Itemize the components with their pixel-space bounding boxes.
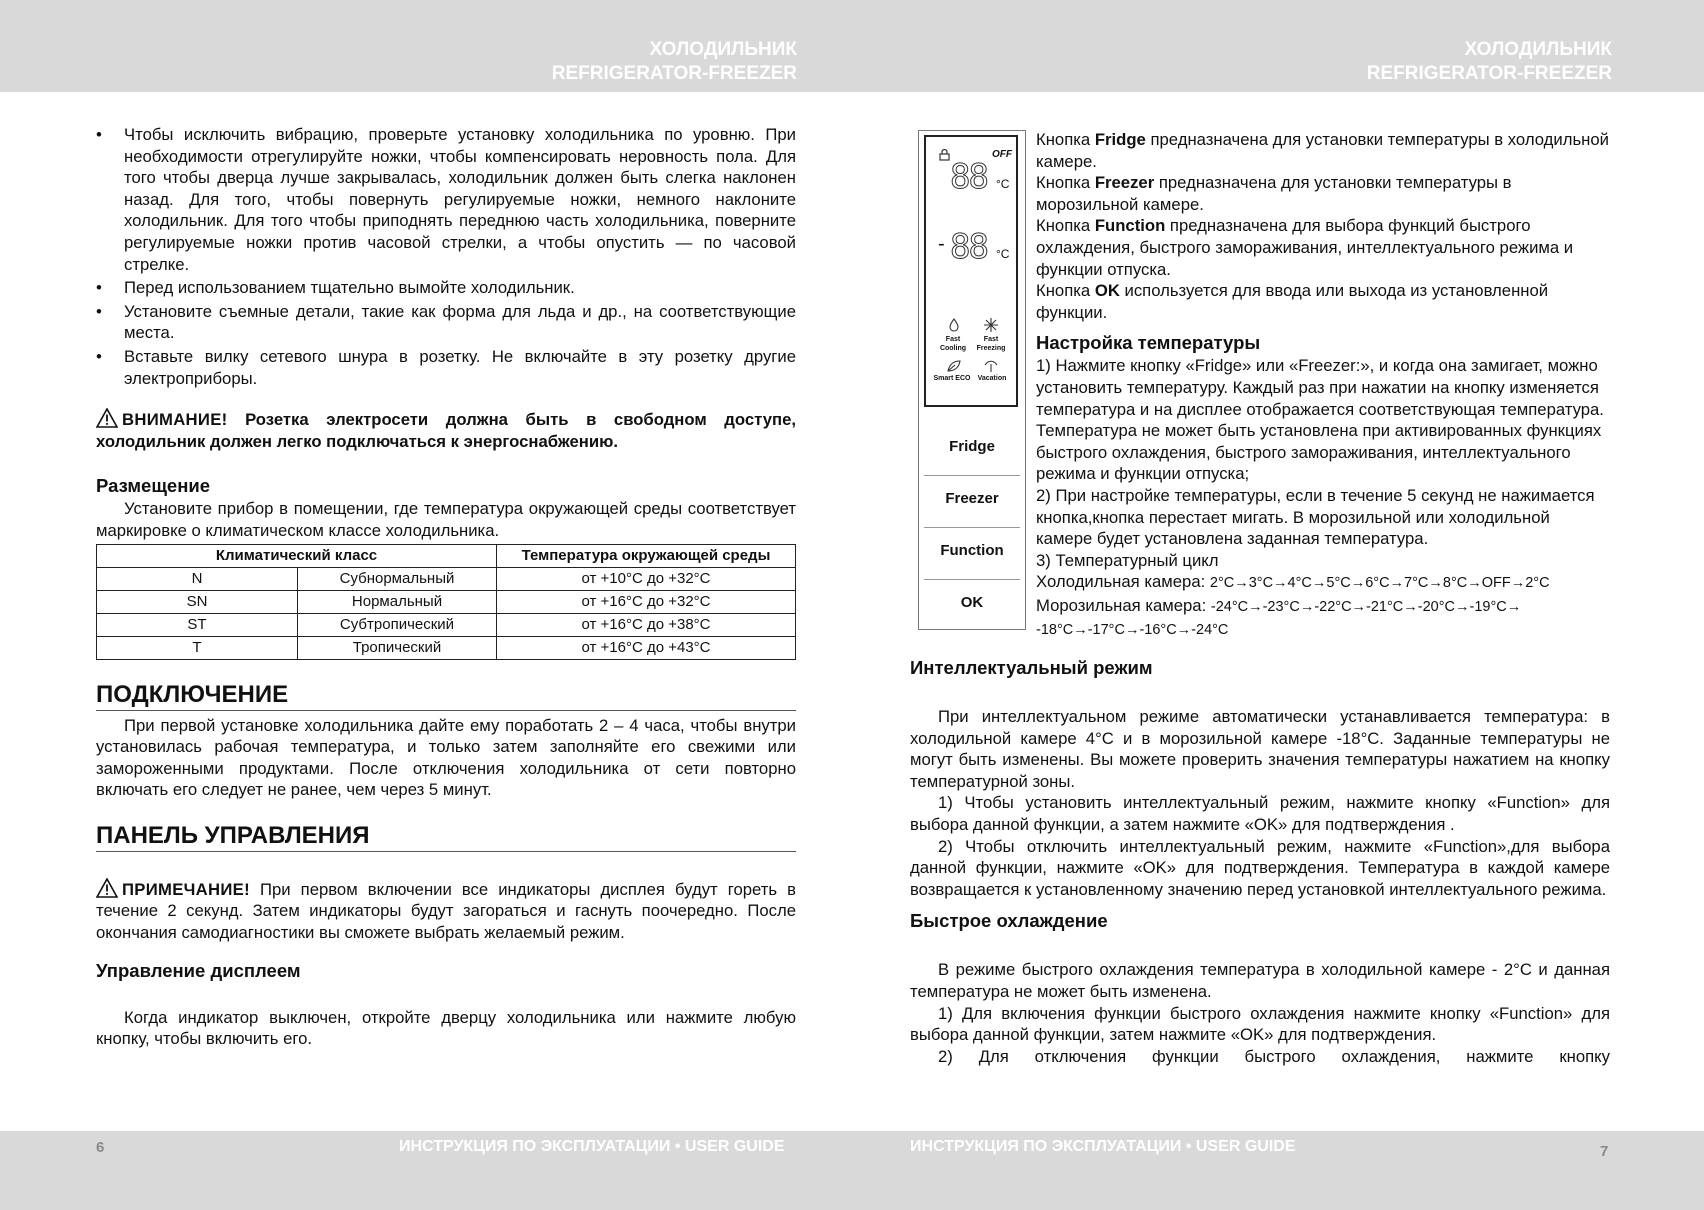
function-button-description	[1036, 215, 1610, 280]
off-indicator: OFF	[992, 149, 1012, 160]
table-row	[97, 590, 796, 613]
fast-freezing-label-line: Freezing	[976, 345, 1006, 352]
smart-eco-label: Smart ECO	[933, 375, 971, 382]
install-bullet-list	[96, 124, 796, 389]
cycle-label: Морозильная камера:	[1036, 595, 1211, 615]
placement-title: Размещение	[96, 475, 211, 497]
header-title-en: REFRIGERATOR-FREEZER	[551, 63, 797, 84]
warning-block	[96, 408, 796, 452]
header-title-ru: ХОЛОДИЛЬНИК	[1464, 39, 1612, 60]
desc-text: Кнопка	[1036, 130, 1095, 149]
temperature-step-2: 2) При настройке температуры, если в течение 5 секунд не нажимается кнопка,кнопка перестает мигать. В морозильной или холодильной камере будет установлена заданная температура.	[1036, 485, 1595, 549]
connection-title: ПОДКЛЮЧЕНИЕ	[96, 680, 796, 711]
freezer-button[interactable]: Freezer	[945, 490, 999, 507]
note-block	[96, 878, 796, 944]
fast-cooling-step-1: 1) Для включения функции быстрого охлаждения нажмите кнопку «Function» для выбора данной функции, затем нажмите «OK» для подтверждения.	[910, 1003, 1610, 1045]
fridge-cycle	[1036, 571, 1610, 595]
desc-button-name: Freezer	[1094, 173, 1155, 193]
desc-text: предназначена для установки температуры в морозильной камере.	[1036, 173, 1512, 214]
class-name: Тропический	[298, 636, 497, 659]
class-code: ST	[97, 613, 298, 636]
header-title-right	[900, 38, 1612, 86]
vacation-label: Vacation	[977, 375, 1007, 382]
fast-freezing-label	[972, 335, 1010, 353]
connection-text: При первой установке холодильника дайте ему поработать 2 – 4 часа, чтобы внутри установилась рабочая температура, и только затем заполняйте его свежими или замороженными продуктами. После отключения холодильника от сети повторно включать его следует не ранее, чем через 5 минут.	[96, 715, 796, 800]
table-row	[97, 613, 796, 636]
class-code: N	[97, 567, 298, 590]
warning-triangle-icon	[96, 408, 118, 428]
desc-text: предназначена для выбора функций быстрого охлаждения, быстрого замораживания, интеллектуального режима и функции отпуска.	[1036, 216, 1574, 279]
desc-button-name: OK	[1094, 281, 1120, 301]
control-panel-title: ПАНЕЛЬ УПРАВЛЕНИЯ	[96, 821, 796, 852]
list-item: • Чтобы исключить вибрацию, проверьте установку холодильника по уровню. При необходимости отрегулируйте ножки, чтобы компенсировать неровность пола. Для того чтобы дверца лучше закрывалась, холодильник должен быть слегка наклонен назад. Для того, чтобы повернуть регулируемые ножки, немного наклоните холодильник. Для того чтобы приподнять переднюю часть холодильника, поверните регулируемые ножки против часовой стрелки, а чтобы опустить — по часовой стрелке.	[96, 124, 796, 275]
vacation-icon	[983, 359, 999, 373]
fast-cooling-label	[934, 335, 972, 353]
fast-cooling-title: Быстрое охлаждение	[910, 910, 1108, 932]
display-control-title: Управление дисплеем	[96, 959, 301, 981]
celsius-unit: °C	[996, 177, 1010, 191]
footer-guide-left: ИНСТРУКЦИЯ ПО ЭКСПЛУАТАЦИИ • USER GUIDE	[399, 1138, 785, 1155]
footer-guide-right: ИНСТРУКЦИЯ ПО ЭКСПЛУАТАЦИИ • USER GUIDE	[910, 1138, 1296, 1155]
leaf-icon	[946, 359, 962, 373]
note-text: При первом включении все индикаторы дисплея будут гореть в течение 2 секунд. Затем индикаторы будут загораться и гаснуть поочередно. После окончания самодиагностики вы сможете выбрать желаемый режим.	[96, 879, 796, 943]
ok-button[interactable]: OK	[960, 594, 984, 611]
cycle-values: -24°C→-23°C→-22°C→-21°C→-20°C→-19°C→ -18°C→-17°C→-16°C→-24°C	[1036, 598, 1522, 639]
column-header-temperature: Температура окружающей среды	[497, 544, 796, 567]
fridge-temperature-digits: 88	[950, 157, 987, 197]
warning-label: ВНИМАНИЕ!	[122, 410, 228, 430]
fast-cooling-label-line: Cooling	[939, 345, 967, 352]
fast-freezing-label-line: Fast	[983, 336, 999, 343]
desc-text: используется для ввода или выхода из установленной функции.	[1036, 281, 1549, 322]
fast-freezing-icon	[983, 317, 999, 333]
desc-text: предназначена для установки температуры в холодильной камере.	[1036, 130, 1609, 171]
temperature-range: от +16°C до +43°C	[497, 636, 796, 659]
desc-button-name: Function	[1094, 216, 1166, 236]
fast-cooling-text: В режиме быстрого охлаждения температура в холодильной камере - 2°C и данная температура не может быть изменена.	[910, 960, 1610, 1001]
desc-text: Кнопка	[1036, 216, 1095, 236]
fast-cooling-icon	[946, 317, 962, 333]
placement-text: Установите прибор в помещении, где температура окружающей среды соответствует маркировке о климатическом классе холодильника.	[96, 499, 796, 540]
warning-text: Розетка электросети должна быть в свободном доступе, холодильник должен легко подключаться к энергоснабжению.	[96, 410, 796, 451]
warning-triangle-icon	[96, 878, 118, 898]
table-row	[97, 636, 796, 659]
temperature-range: от +16°C до +32°C	[497, 590, 796, 613]
page-number-right: 7	[1600, 1143, 1609, 1160]
note-label: ПРИМЕЧАНИЕ!	[122, 879, 250, 899]
footer-band	[0, 1131, 1704, 1210]
right-page-lower	[910, 656, 1610, 1067]
temperature-setting-title: Настройка температуры	[1036, 332, 1261, 354]
smart-mode-step-2: 2) Чтобы отключить интеллектуальный режим, нажмите «Function»,для выбора данной функции, нажмите «OK» для подтверждения. Температура в каждой камере возвращается к установленному значению перед установкой интеллектуального режима.	[910, 836, 1610, 899]
celsius-unit: °C	[996, 247, 1010, 261]
cycle-label: Холодильная камера:	[1036, 572, 1210, 592]
header-title-left	[0, 38, 797, 86]
temperature-range: от +10°C до +32°C	[497, 567, 796, 590]
header-title-ru: ХОЛОДИЛЬНИК	[649, 39, 797, 60]
page-number-left: 6	[96, 1139, 105, 1156]
smart-mode-title: Интеллектуальный режим	[910, 657, 1153, 678]
class-name: Субтропический	[298, 613, 497, 636]
column-header-class: Климатический класс	[97, 544, 497, 567]
control-panel-figure	[918, 130, 1026, 630]
button-descriptions	[1036, 129, 1610, 642]
fast-cooling-step-2: 2) Для отключения функции быстрого охлаждения, нажмите кнопку	[938, 1046, 1610, 1066]
temperature-range: от +16°C до +38°C	[497, 613, 796, 636]
class-code: SN	[97, 590, 298, 613]
list-item: • Установите съемные детали, такие как форма для льда и др., на соответствующие места.	[96, 301, 796, 344]
cycle-values: 2°C→3°C→4°C→5°C→6°C→7°C→8°C→OFF→2°C	[1209, 575, 1550, 592]
table-row	[97, 567, 796, 590]
desc-button-name: Fridge	[1094, 130, 1146, 149]
smart-mode-step-1: 1) Чтобы установить интеллектуальный режим, нажмите кнопку «Function» для выбора данной функции, а затем нажмите «OK» для подтверждения .	[910, 793, 1610, 834]
freezer-temperature-digits: 88	[950, 227, 987, 267]
temperature-step-3: 3) Температурный цикл	[1036, 550, 1219, 570]
freezer-cycle	[1036, 595, 1610, 642]
freezer-button-description	[1036, 172, 1610, 215]
left-page-content	[96, 124, 796, 1050]
temperature-step-1: 1) Нажмите кнопку «Fridge» или «Freezer:», и когда она замигает, можно установить температуру. Каждый раз при нажатии на кнопку изменяется температура и на дисплее отображается соответствующая температура. Температура не может быть установлена при активированных функциях быстрого охлаждения, быстрого замораживания, интеллектуального режима и функции отпуска;	[1036, 356, 1604, 484]
list-item: • Перед использованием тщательно вымойте холодильник.	[96, 277, 796, 299]
class-name: Нормальный	[298, 590, 497, 613]
minus-sign: -	[938, 233, 945, 255]
header-title-en: REFRIGERATOR-FREEZER	[1366, 63, 1612, 84]
display-screen	[924, 135, 1018, 407]
desc-text: Кнопка	[1036, 173, 1095, 193]
table-header-row	[97, 544, 796, 567]
desc-text: Кнопка	[1036, 281, 1095, 301]
list-item: • Вставьте вилку сетевого шнура в розетку. Не включайте в эту розетку другие электроприборы.	[96, 346, 796, 389]
display-control-text: Когда индикатор выключен, откройте дверцу холодильника или нажмите любую кнопку, чтобы включить его.	[96, 1007, 796, 1049]
smart-mode-text: При интеллектуальном режиме автоматически устанавливается температура: в холодильной камере 4°C и в морозильной камере -18°C. Заданные температуры не могут быть изменены. Вы можете проверить значения температуры нажатием на кнопку температурной зоны.	[910, 707, 1610, 791]
class-code: T	[97, 636, 298, 659]
fast-cooling-label-line: Fast	[945, 336, 961, 343]
function-button[interactable]: Function	[940, 542, 1004, 559]
fridge-button[interactable]: Fridge	[949, 438, 995, 455]
class-name: Субнормальный	[298, 567, 497, 590]
fridge-button-description	[1036, 129, 1610, 172]
climate-class-table	[96, 544, 796, 660]
ok-button-description	[1036, 280, 1610, 323]
